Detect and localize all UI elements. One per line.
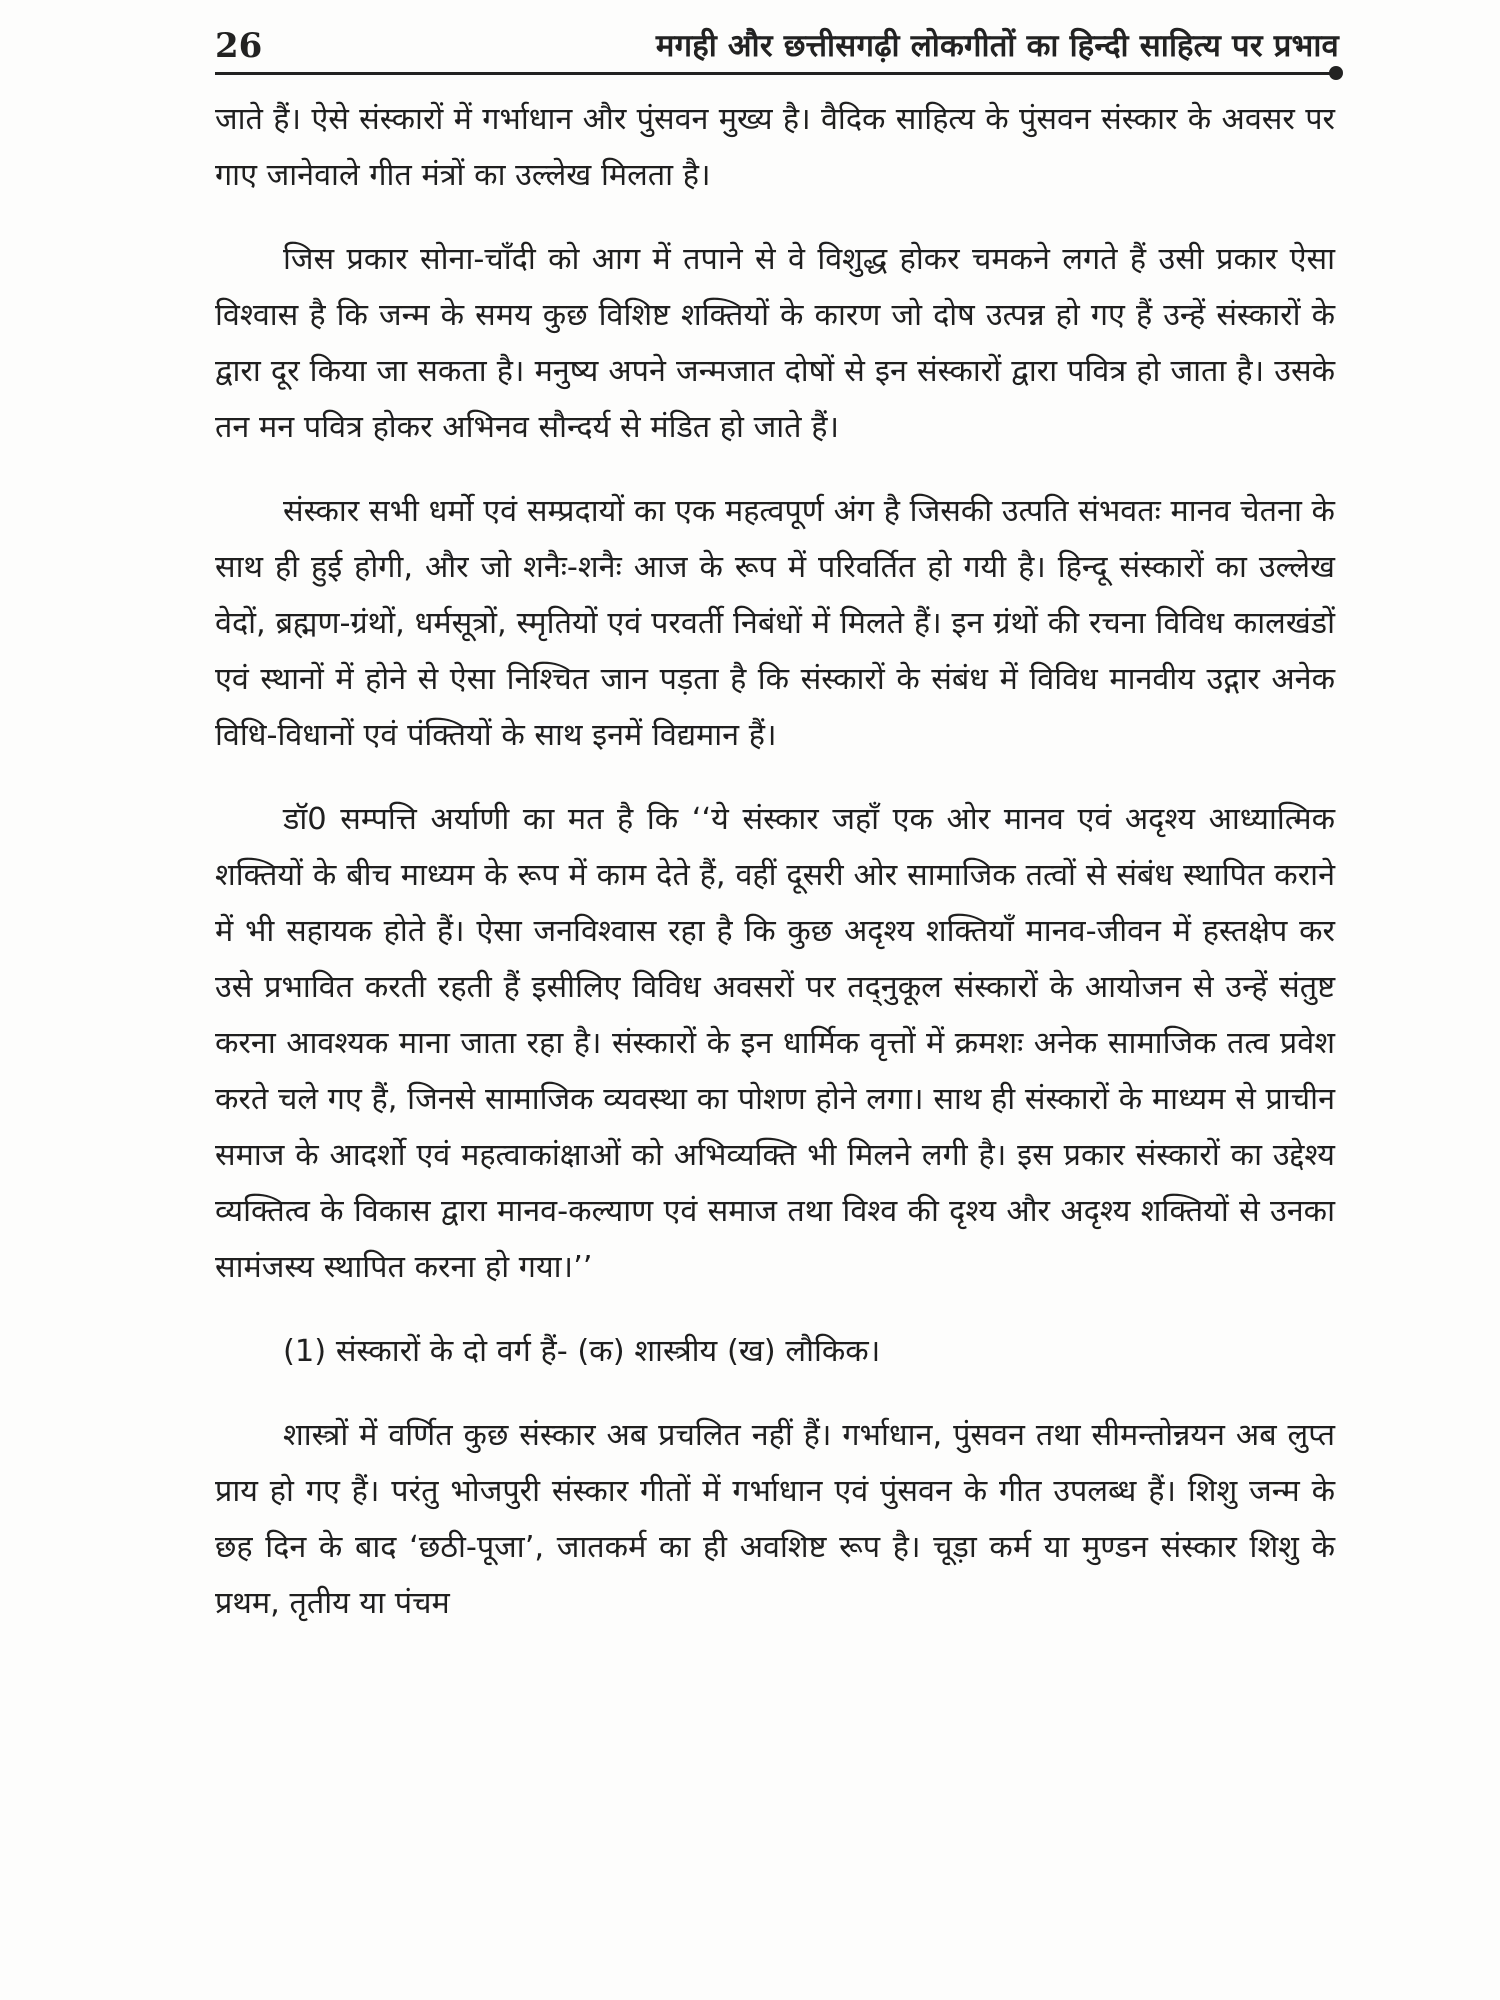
paragraph-quotation: डॉ0 सम्पत्ति अर्याणी का मत है कि ‘‘ये संस्कार जहाँ एक ओर मानव एवं अदृश्य आध्यात्मिक शक्तियों के बीच माध्यम के रूप में काम देते हैं, वहीं दूसरी ओर सामाजिक तत्वों से संबंध स्थापित कराने में भी सहायक होते हैं। ऐसा जनविश्वास रहा है कि कुछ अदृश्य शक्तियाँ मानव-जीवन में हस्तक्षेप कर उसे प्रभावित करती रहती हैं इसीलिए विविध अवसरों पर तद्नुकूल संस्कारों के आयोजन से उन्हें संतुष्ट करना आवश्यक माना जाता रहा है। संस्कारों के इन धार्मिक वृत्तों में क्रमशः अनेक सामाजिक तत्व प्रवेश करते चले गए हैं, जिनसे सामाजिक व्यवस्था का पोशण होने लगा। साथ ही संस्कारों के माध्यम से प्राचीन समाज के आदर्शो एवं महत्वाकांक्षाओं को अभिव्यक्ति भी मिलने लगी है। इस प्रकार संस्कारों का उद्देश्य व्यक्तित्व के विकास द्वारा मानव-कल्याण एवं समाज तथा विश्व की दृश्य और अदृश्य शक्तियों से उनका सामंजस्य स्थापित करना हो गया।’’ (215, 802, 1335, 1285)
page-number: 26 (215, 26, 263, 66)
paragraph: संस्कार सभी धर्मो एवं सम्प्रदायों का एक महत्वपूर्ण अंग है जिसकी उत्पति संभवतः मानव चेतना के साथ ही हुई होगी, और जो शनैः-शनैः आज के रूप में परिवर्तित हो गयी है। हिन्दू संस्कारों का उल्लेख वेदों, ब्रह्मण-ग्रंथों, धर्मसूत्रों, स्मृतियों एवं परवर्ती निबंधों में मिलते हैं। इन ग्रंथों की रचना विविध कालखंडों एवं स्थानों में होने से ऐसा निश्चित जान पड़ता है कि संस्कारों के संबंध में विविध मानवीय उद्गार अनेक विधि-विधानों एवं पंक्तियों के साथ इनमें विद्यमान हैं। (215, 494, 1335, 753)
paragraph: शास्त्रों में वर्णित कुछ संस्कार अब प्रचलित नहीं हैं। गर्भाधान, पुंसवन तथा सीमन्तोन्नयन अब लुप्त प्राय हो गए हैं। परंतु भोजपुरी संस्कार गीतों में गर्भाधान एवं पुंसवन के गीत उपलब्ध हैं। शिशु जन्म के छह दिन के बाद ‘छठी-पूजा’, जातकर्म का ही अवशिष्ट रूप है। चूड़ा कर्म या मुण्डन संस्कार शिशु के प्रथम, तृतीय या पंचम (215, 1418, 1335, 1621)
paragraph-continuation: जाते हैं। ऐसे संस्कारों में गर्भाधान और पुंसवन मुख्य है। वैदिक साहित्य के पुंसवन संस्कार के अवसर पर गाए जानेवाले गीत मंत्रों का उल्लेख मिलता है। (215, 102, 1335, 193)
numbered-point: (1) संस्कारों के दो वर्ग हैं- (क) शास्त्रीय (ख) लौकिक। (283, 1334, 881, 1369)
running-title: मगही और छत्तीसगढ़ी लोकगीतों का हिन्दी साहित्य पर प्रभाव (655, 28, 1339, 64)
paragraph: जिस प्रकार सोना-चाँदी को आग में तपाने से वे विशुद्ध होकर चमकने लगते हैं उसी प्रकार ऐसा विश्वास है कि जन्म के समय कुछ विशिष्ट शक्तियों के कारण जो दोष उत्पन्न हो गए हैं उन्हें संस्कारों के द्वारा दूर किया जा सकता है। मनुष्य अपने जन्मजात दोषों से इन संस्कारों द्वारा पवित्र हो जाता है। उसके तन मन पवित्र होकर अभिनव सौन्दर्य से मंडित हो जाते हैं। (215, 242, 1335, 445)
header-rule-end-dot (1329, 66, 1343, 80)
header-rule (215, 72, 1335, 75)
body-text (215, 92, 1335, 1660)
